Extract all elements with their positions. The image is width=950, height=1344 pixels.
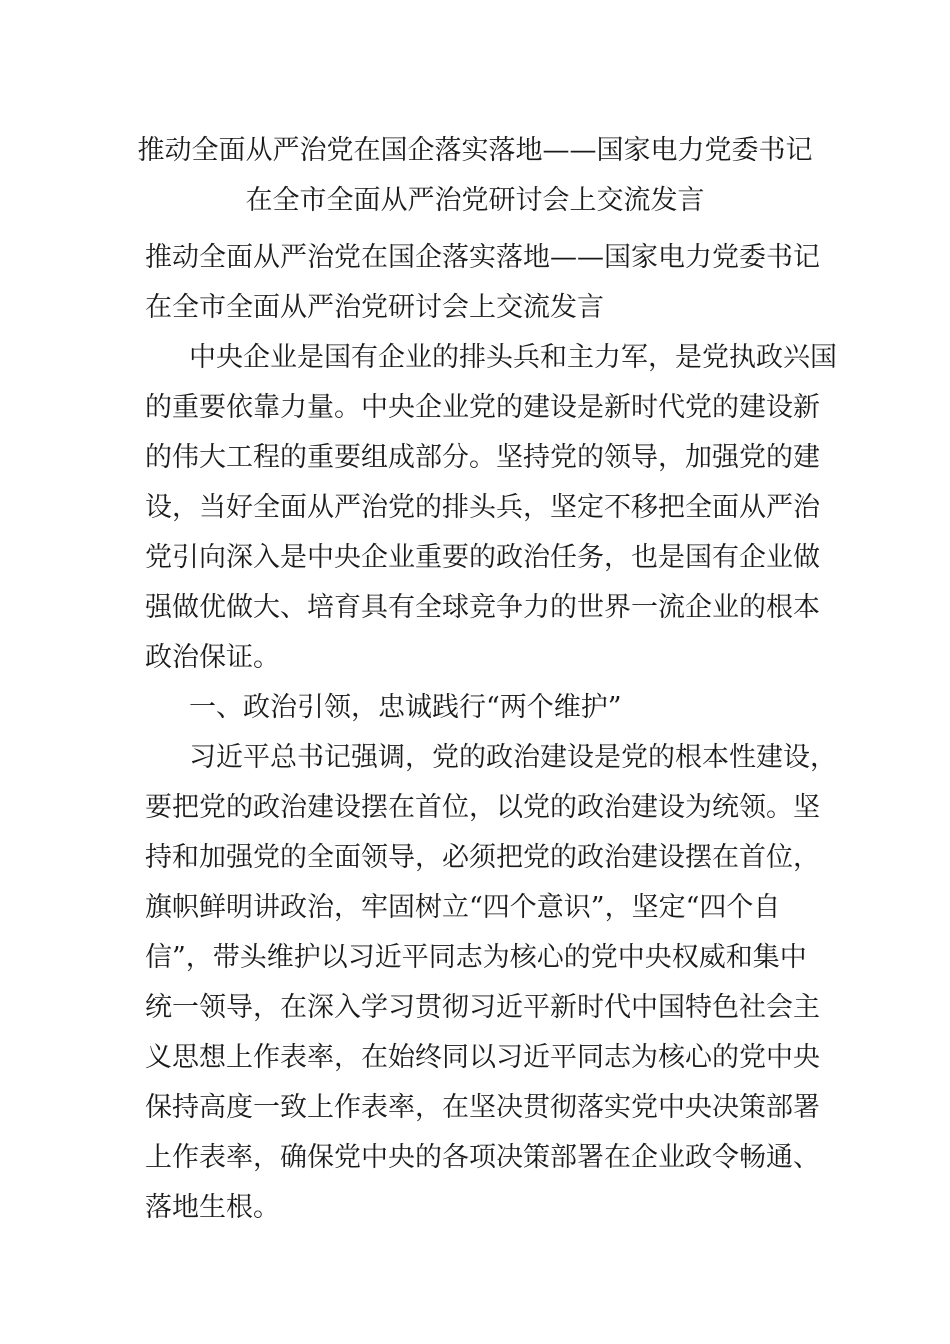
paragraph-line: 统一领导，在深入学习贯彻习近平新时代中国特色社会主 [145, 992, 820, 1023]
document-title-line-2: 在全市全面从严治党研讨会上交流发言 [245, 185, 705, 216]
document-title-line-1: 推动全面从严治党在国企落实落地——国家电力党委书记 [137, 135, 813, 166]
paragraph-line: 党引向深入是中央企业重要的政治任务，也是国有企业做 [145, 542, 820, 573]
paragraph-line: 信”，带头维护以习近平同志为核心的党中央权威和集中 [145, 942, 807, 973]
paragraph-line: 中央企业是国有企业的排头兵和主力军，是党执政兴国 [189, 342, 837, 373]
paragraph-line: 旗帜鲜明讲政治，牢固树立“四个意识”，坚定“四个自 [145, 892, 781, 923]
paragraph-line: 持和加强党的全面领导，必须把党的政治建设摆在首位， [145, 842, 820, 873]
document-body [145, 233, 837, 1233]
repeat-title-line-1: 推动全面从严治党在国企落实落地——国家电力党委书记 [145, 242, 820, 273]
section-heading: 一、政治引领，忠诚践行“两个维护” [189, 692, 622, 723]
paragraph-line: 落地生根。 [145, 1192, 280, 1223]
paragraph-line: 要把党的政治建设摆在首位，以党的政治建设为统领。坚 [145, 792, 820, 823]
repeat-title-line-2: 在全市全面从严治党研讨会上交流发言 [145, 292, 604, 323]
paragraph-line: 的伟大工程的重要组成部分。坚持党的领导，加强党的建 [145, 442, 820, 473]
paragraph-line: 保持高度一致上作表率，在坚决贯彻落实党中央决策部署 [145, 1092, 820, 1123]
paragraph-line: 义思想上作表率，在始终同以习近平同志为核心的党中央 [145, 1042, 820, 1073]
paragraph-line: 习近平总书记强调，党的政治建设是党的根本性建设， [189, 742, 837, 773]
paragraph-line: 强做优做大、培育具有全球竞争力的世界一流企业的根本 [145, 592, 820, 623]
paragraph-line: 设，当好全面从严治党的排头兵，坚定不移把全面从严治 [145, 492, 820, 523]
paragraph-line: 政治保证。 [145, 642, 280, 673]
paragraph-line: 的重要依靠力量。中央企业党的建设是新时代党的建设新 [145, 392, 820, 423]
paragraph-line: 上作表率，确保党中央的各项决策部署在企业政令畅通、 [145, 1142, 820, 1173]
